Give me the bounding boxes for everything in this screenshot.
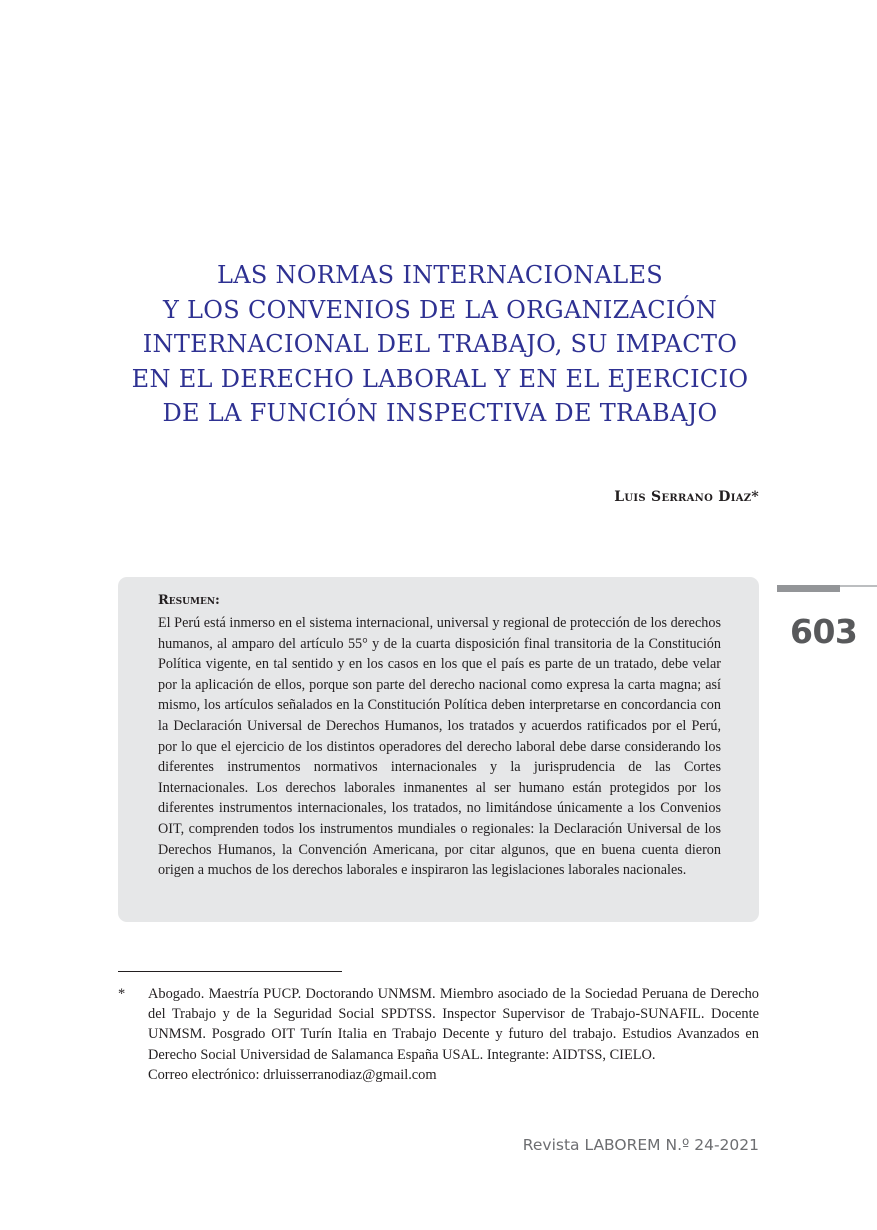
journal-footer: Revista LABOREM N.º 24-2021 — [522, 1136, 759, 1154]
title-line: DE LA FUNCIÓN INSPECTIVA DE TRABAJO — [162, 399, 718, 427]
title-line: LAS NORMAS INTERNACIONALES — [216, 261, 664, 289]
page-number: 603 — [790, 612, 858, 651]
article-title — [100, 258, 780, 431]
footnote-divider — [118, 971, 342, 972]
page-marker-light — [840, 585, 877, 587]
footnote-email: Correo electrónico: drluisserranodiaz@gmail.com — [148, 1066, 437, 1083]
title-line: INTERNACIONAL DEL TRABAJO, SU IMPACTO — [142, 330, 738, 358]
author-name: Luis Serrano Diaz* — [614, 489, 759, 505]
abstract-body: El Perú está inmerso en el sistema internacional, universal y regional de protección de los derechos humanos, al amparo del artículo 55° y de la cuarta disposición final transitoria de la Constitución Política vigente, en tal sentido y en los casos en los que el país es parte de un tratado, debe velar por la aplicación de ellos, porque son parte del derecho nacional como expresa la carta magna; así mismo, los artículos señalados en la Constitución Política deben interpretarse en concordancia con la Declaración Universal de Derechos Humanos, los tratados y acuerdos ratificados por el Perú, por lo que el ejercicio de los distintos operadores del derecho laboral debe darse considerando los diferentes instrumentos normativos internacionales y la jurisprudencia de las Cortes Internacionales. Los derechos laborales inmanentes al ser humano están protegidos por los diferentes instrumentos internacionales, los tratados, no limitándose únicamente a los Convenios OIT, comprenden todos los instrumentos mundiales o regionales: la Declaración Universal de los Derechos Humanos, la Convención Americana, por citar algunos, que en buena cuenta dieron origen a muchos de los derechos laborales e inspiraron las legislaciones laborales nacionales. — [158, 615, 721, 879]
page-marker-bar — [777, 582, 877, 594]
abstract-heading: Resumen: — [158, 593, 220, 608]
footnote — [118, 984, 759, 1085]
footnote-text: Abogado. Maestría PUCP. Doctorando UNMSM. Miembro asociado de la Sociedad Peruana de Derecho del Trabajo y de la Seguridad Social SPDTSS. Inspector Supervisor de Trabajo-SUNAFIL. Docente UNMSM. Posgrado OIT Turín Italia en Trabajo Decente y futuro del trabajo. Estudios Avanzados en Derecho Social Universidad de Salamanca España USAL. Integrante: AIDTSS, CIELO. — [148, 986, 759, 1063]
title-line: EN EL DERECHO LABORAL Y EN EL EJERCICIO — [131, 364, 749, 393]
page-marker-dark — [777, 585, 840, 592]
title-line: Y LOS CONVENIOS DE LA ORGANIZACIÓN — [162, 295, 718, 324]
footnote-mark: * — [118, 986, 126, 1002]
abstract-box — [118, 577, 759, 922]
